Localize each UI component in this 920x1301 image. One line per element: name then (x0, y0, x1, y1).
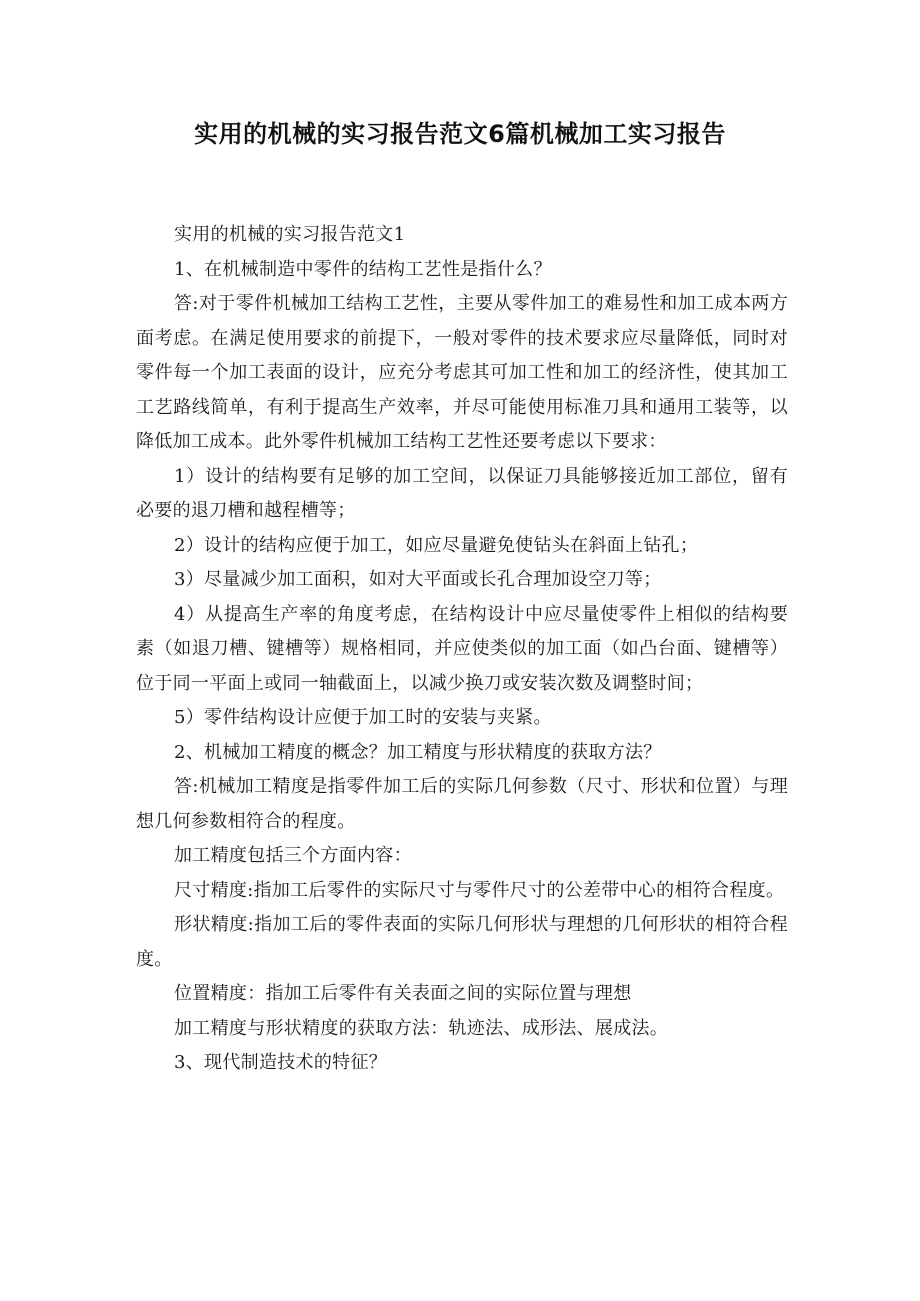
list-item-2: 2）设计的结构应便于加工，如应尽量避免使钻头在斜面上钻孔； (174, 534, 699, 556)
size-precision-paragraph: 尺寸精度:指加工后零件的实际尺寸与零件尺寸的公差带中心的相符合程度。 (174, 879, 785, 901)
answer-paragraph: 答:对于零件机械加工结构工艺性，主要从零件加工的难易性和加工成本两方面考虑。在满足使用要求的前提下，一般对零件的技术要求应尽量降低，同时对零件每一个加工表面的设计，应充分考虑其可加工性和加工的经济性，使其加工工艺路线简单，有利于提高生产效率，并尽可能使用标准刀具和通用工装等，以降低加工成本。此外零件机械加工结构工艺性还要考虑以下要求： (136, 293, 788, 452)
answer-paragraph: 答:机械加工精度是指零件加工后的实际几何参数（尺寸、形状和位置）与理想几何参数相符合的程度。 (136, 776, 788, 832)
section-heading: 实用的机械的实习报告范文1 (174, 224, 406, 245)
position-precision-paragraph: 位置精度：指加工后零件有关表面之间的实际位置与理想 (174, 983, 632, 1004)
body-paragraph: 加工精度包括三个方面内容： (174, 845, 412, 866)
list-item-3: 3）尽量减少加工面积，如对大平面或长孔合理加设空刀等； (174, 569, 662, 590)
question-1: 1、在机械制造中零件的结构工艺性是指什么？ (174, 258, 552, 280)
shape-precision-paragraph: 形状精度:指加工后的零件表面的实际几何形状与理想的几何形状的相符合程度。 (136, 914, 788, 970)
methods-paragraph: 加工精度与形状精度的获取方法：轨迹法、成形法、展成法。 (174, 1017, 669, 1039)
document-title: 实用的机械的实习报告范文6篇机械加工实习报告 (194, 120, 726, 148)
document-body (136, 218, 788, 1081)
list-item-4: 4）从提高生产率的角度考虑，在结构设计中应尽量使零件上相似的结构要素（如退刀槽、键槽等）规格相同，并应使类似的加工面（如凸台面、键槽等）位于同一平面上或同一轴截面上，以减少换刀或安装次数及调整时间； (136, 603, 788, 694)
list-item-1: 1）设计的结构要有足够的加工空间，以保证刀具能够接近加工部位，留有必要的退刀槽和越程槽等； (136, 465, 788, 521)
question-2: 2、机械加工精度的概念？加工精度与形状精度的获取方法？ (174, 741, 662, 763)
question-3: 3、现代制造技术的特征？ (174, 1052, 388, 1073)
list-item-5: 5）零件结构设计应便于加工时的安装与夹紧。 (174, 707, 552, 728)
